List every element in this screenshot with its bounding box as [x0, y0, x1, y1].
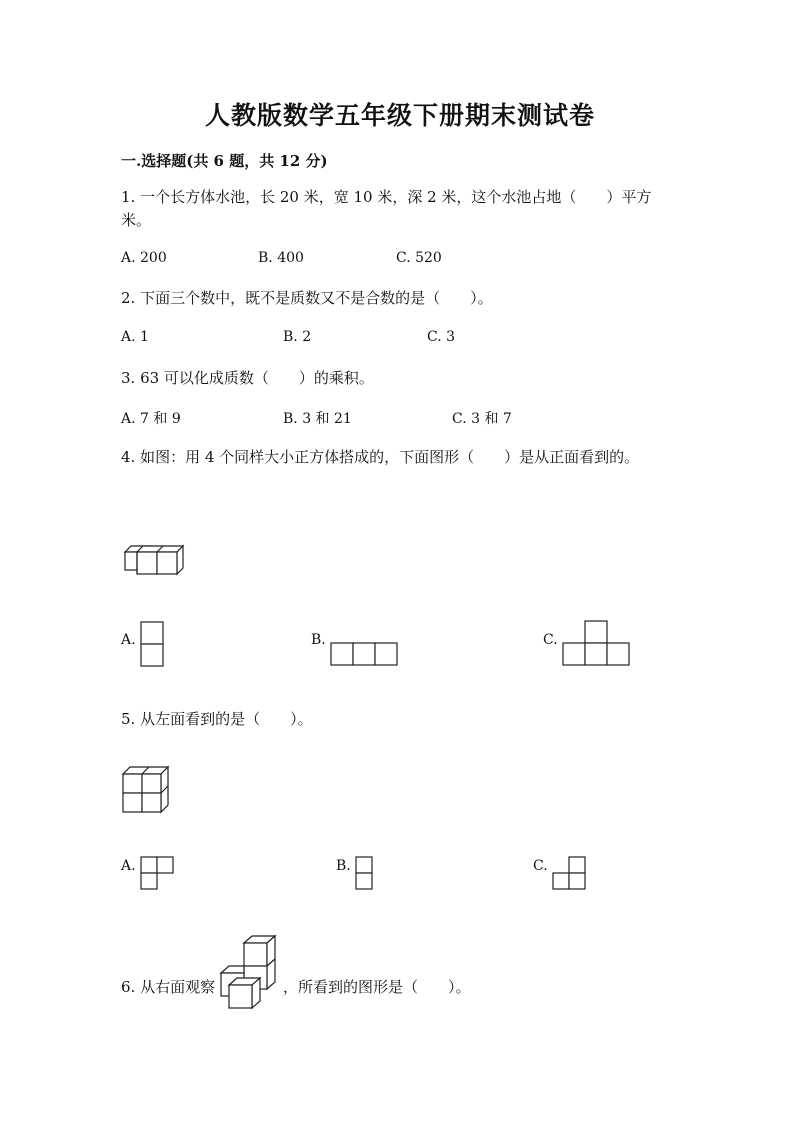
page-title: 人教版数学五年级下册期末测试卷 — [204, 101, 595, 130]
q5-cube-figure — [120, 764, 172, 814]
q1-option-a: A. 200 — [121, 250, 167, 266]
q3-option-c: C. 3 和 7 — [452, 411, 512, 427]
question-1-text-cont: 米。 — [121, 211, 152, 229]
question-5-text: 5. 从左面看到的是（ ）。 — [121, 710, 313, 728]
question-4-text: 4. 如图：用 4 个同样大小正方体搭成的，下面图形（ ）是从正面看到的。 — [121, 448, 640, 466]
q5-option-b-figure — [355, 856, 375, 892]
q5-option-c-figure — [552, 856, 588, 892]
q2-option-a: A. 1 — [121, 329, 149, 345]
question-3-text: 3. 63 可以化成质数（ ）的乘积。 — [121, 369, 374, 387]
q4-option-c-figure — [562, 620, 630, 668]
q4-option-a-figure — [140, 621, 166, 667]
q1-option-b: B. 400 — [258, 250, 304, 266]
q4-option-b: B. — [311, 632, 326, 648]
question-6-text: 6. 从右面观察 — [121, 978, 216, 996]
question-1-text: 1. 一个长方体水池，长 20 米，宽 10 米，深 2 米，这个水池占地（ ）平方 — [121, 188, 652, 206]
q2-option-b: B. 2 — [283, 329, 312, 345]
q4-option-b-figure — [330, 642, 398, 668]
question-6-text-cont: ，所看到的图形是（ ）。 — [283, 978, 471, 996]
q1-option-c: C. 520 — [396, 250, 442, 266]
q5-option-a: A. — [121, 858, 136, 874]
q6-cube-figure — [219, 934, 281, 1014]
q3-option-a: A. 7 和 9 — [121, 411, 181, 427]
q3-option-b: B. 3 和 21 — [283, 411, 352, 427]
section-heading: 一.选择题(共 6 题，共 12 分) — [121, 152, 328, 170]
question-2-text: 2. 下面三个数中，既不是质数又不是合数的是（ ）。 — [121, 289, 493, 307]
q4-option-c: C. — [543, 632, 558, 648]
q5-option-c: C. — [533, 858, 548, 874]
q4-cube-figure — [120, 540, 190, 580]
q4-option-a: A. — [121, 632, 136, 648]
q2-option-c: C. 3 — [427, 329, 456, 345]
q5-option-a-figure — [140, 856, 176, 892]
q5-option-b: B. — [336, 858, 351, 874]
